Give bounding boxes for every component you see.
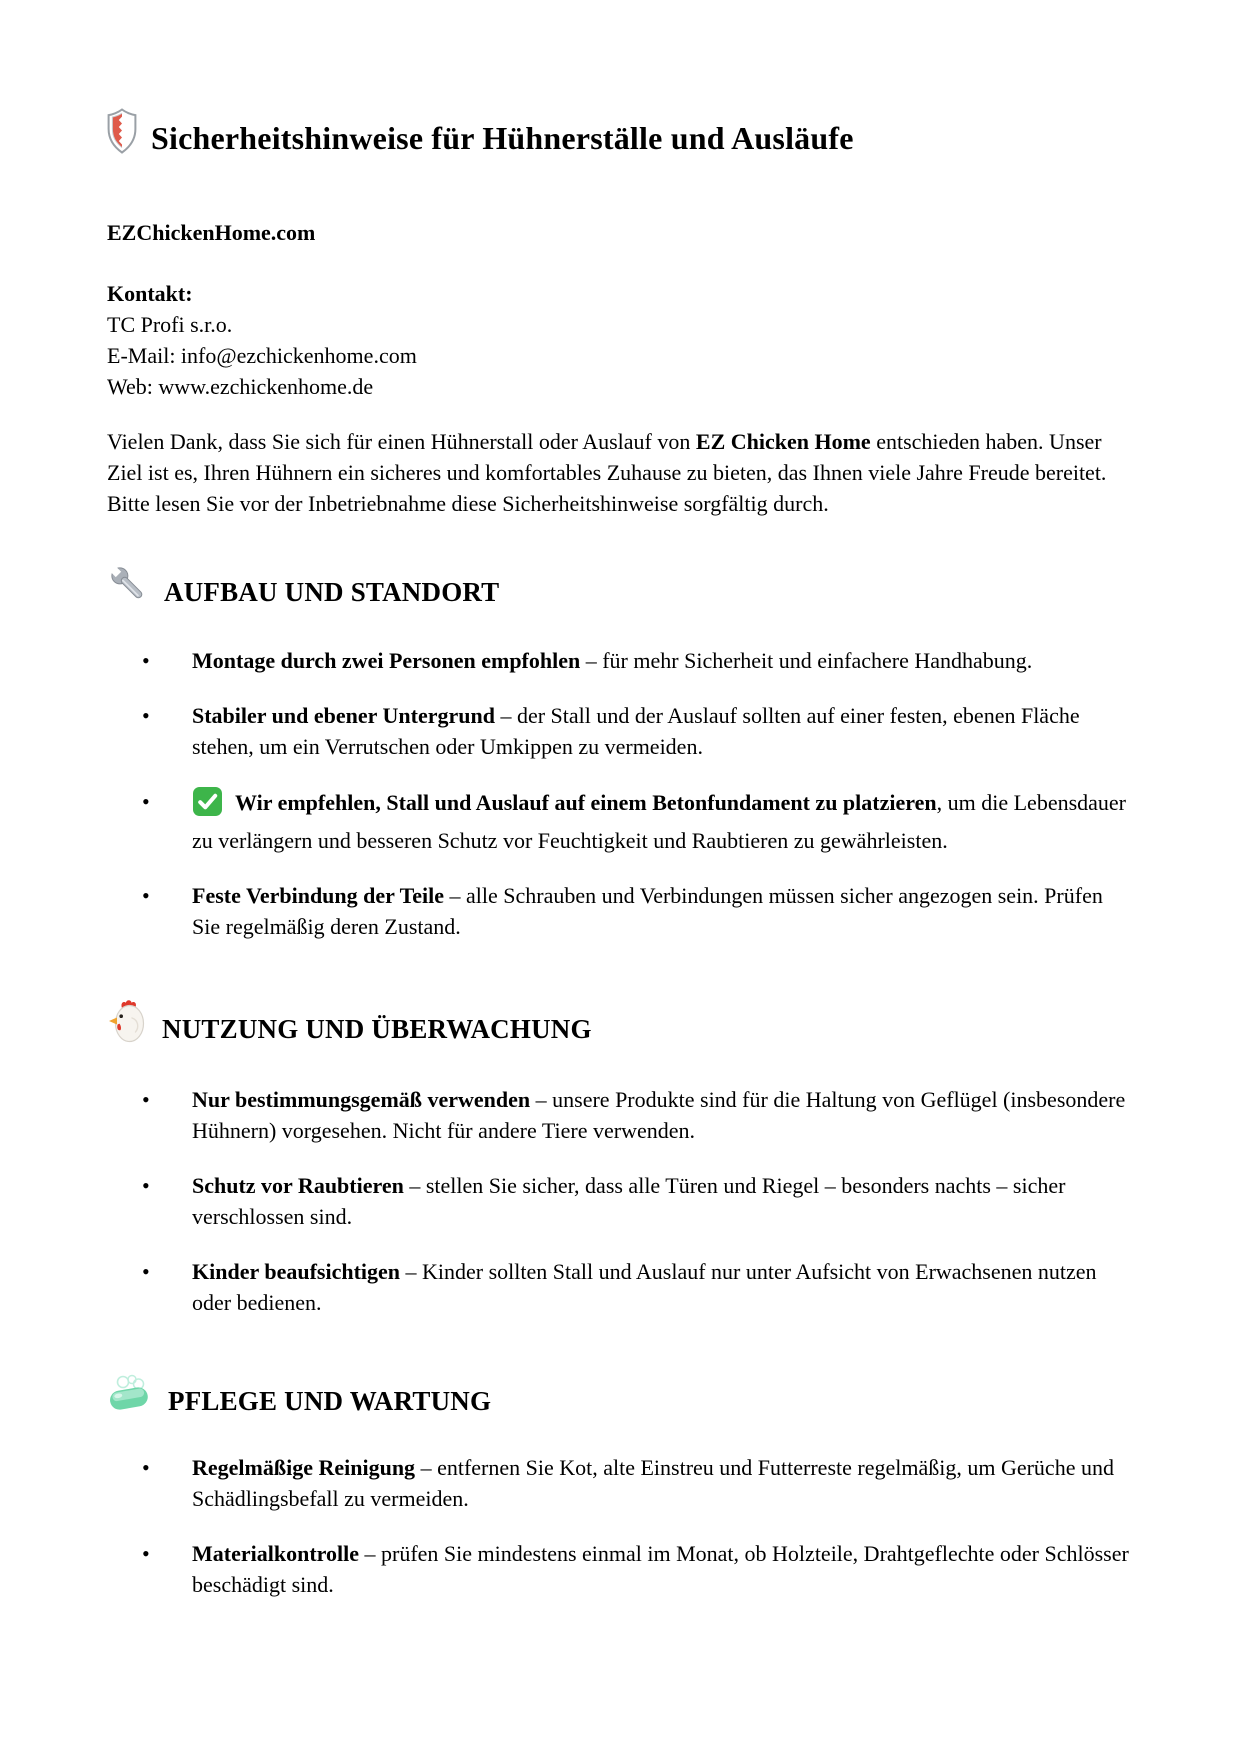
bullet-lead: Schutz vor Raubtieren xyxy=(192,1173,404,1198)
list-item xyxy=(107,1452,1134,1514)
intro-text: Vielen Dank, dass Sie sich für einen Hühnerstall oder Auslauf von xyxy=(107,429,696,454)
bullet-list xyxy=(107,1084,1134,1318)
bullet-text: , um die Lebensdauer zu verlängern und besseren Schutz vor Feuchtigkeit und Raubtieren zu gewährleisten. xyxy=(192,790,1126,853)
section-nutzung xyxy=(107,998,1134,1318)
bullet-lead: Kinder beaufsichtigen xyxy=(192,1259,401,1284)
bullet-text: – entfernen Sie Kot, alte Einstreu und Futterreste regelmäßig, um Gerüche und Schädlingsbefall zu vermeiden. xyxy=(192,1455,1114,1511)
chicken-icon xyxy=(107,998,147,1059)
bullet-text: – stellen Sie sicher, dass alle Türen und Riegel – besonders nachts – sicher verschlossen sind. xyxy=(192,1173,1066,1229)
wrench-icon xyxy=(107,563,149,620)
bullet-lead: Materialkontrolle xyxy=(192,1541,359,1566)
intro-text-2: entschieden haben. Unser Ziel ist es, Ihren Hühnern ein sicheres und komfortables Zuhause zu bieten, das Ihnen viele Jahre Freude bereitet. xyxy=(107,429,1107,485)
soap-icon xyxy=(107,1374,153,1427)
section-aufbau xyxy=(107,563,1134,942)
bullet-lead: Wir empfehlen, Stall und Auslauf auf einem Betonfundament zu platzieren xyxy=(235,790,937,815)
section-pflege xyxy=(107,1374,1134,1600)
bullet-text: – der Stall und der Auslauf sollten auf einer festen, ebenen Fläche stehen, um ein Verrutschen oder Umkippen zu vermeiden. xyxy=(192,703,1080,759)
bullet-list xyxy=(107,1452,1134,1600)
intro-thanks xyxy=(107,426,1134,488)
intro-note: Bitte lesen Sie vor der Inbetriebnahme diese Sicherheitshinweise sorgfältig durch. xyxy=(107,491,829,516)
page-title xyxy=(107,108,1134,167)
bullet-text: – unsere Produkte sind für die Haltung von Geflügel (insbesondere Hühnern) vorgesehen. Nicht für andere Tiere verwenden. xyxy=(192,1087,1126,1143)
section-heading xyxy=(107,998,1134,1059)
bullet-lead: Montage durch zwei Personen empfohlen xyxy=(192,648,581,673)
section-title: PFLEGE UND WARTUNG xyxy=(168,1385,492,1416)
bullet-text: – alle Schrauben und Verbindungen müssen sicher angezogen sein. Prüfen Sie regelmäßig deren Zustand. xyxy=(192,883,1103,939)
check-icon xyxy=(192,786,223,825)
list-item xyxy=(107,1256,1134,1318)
contact-label: Kontakt: xyxy=(107,281,193,306)
list-item xyxy=(107,700,1134,762)
bullet-text: – prüfen Sie mindestens einmal im Monat, ob Holzteile, Drahtgeflechte oder Schlösser beschädigt sind. xyxy=(192,1541,1129,1597)
bullet-lead: Stabiler und ebener Untergrund xyxy=(192,703,495,728)
section-heading xyxy=(107,563,1134,620)
section-title: NUTZUNG UND ÜBERWACHUNG xyxy=(162,1013,592,1044)
list-item xyxy=(107,645,1134,676)
contact-web: Web: www.ezchickenhome.de xyxy=(107,374,374,399)
site-name: EZChickenHome.com xyxy=(107,220,316,245)
list-item xyxy=(107,1538,1134,1600)
contact-company: TC Profi s.r.o. xyxy=(107,312,233,337)
bullet-list xyxy=(107,645,1134,942)
page-title-text: Sicherheitshinweise für Hühnerställe und Ausläufe xyxy=(151,119,854,156)
bullet-text: – Kinder sollten Stall und Auslauf nur unter Aufsicht von Erwachsenen nutzen oder bedienen. xyxy=(192,1259,1097,1315)
list-item xyxy=(107,880,1134,942)
list-item xyxy=(107,1084,1134,1146)
shield-icon xyxy=(107,108,137,167)
section-title: AUFBAU UND STANDORT xyxy=(164,576,500,607)
bullet-lead: Nur bestimmungsgemäß verwenden xyxy=(192,1087,531,1112)
contact-email: E-Mail: info@ezchickenhome.com xyxy=(107,343,417,368)
intro-paragraph xyxy=(107,426,1134,519)
section-heading xyxy=(107,1374,1134,1427)
bullet-lead: Feste Verbindung der Teile xyxy=(192,883,445,908)
list-item xyxy=(107,1170,1134,1232)
bullet-text: – für mehr Sicherheit und einfachere Handhabung. xyxy=(580,648,1033,673)
bullet-lead: Regelmäßige Reinigung xyxy=(192,1455,416,1480)
list-item xyxy=(107,786,1134,856)
contact-block xyxy=(107,278,1134,402)
brand-name: EZ Chicken Home xyxy=(695,429,871,454)
